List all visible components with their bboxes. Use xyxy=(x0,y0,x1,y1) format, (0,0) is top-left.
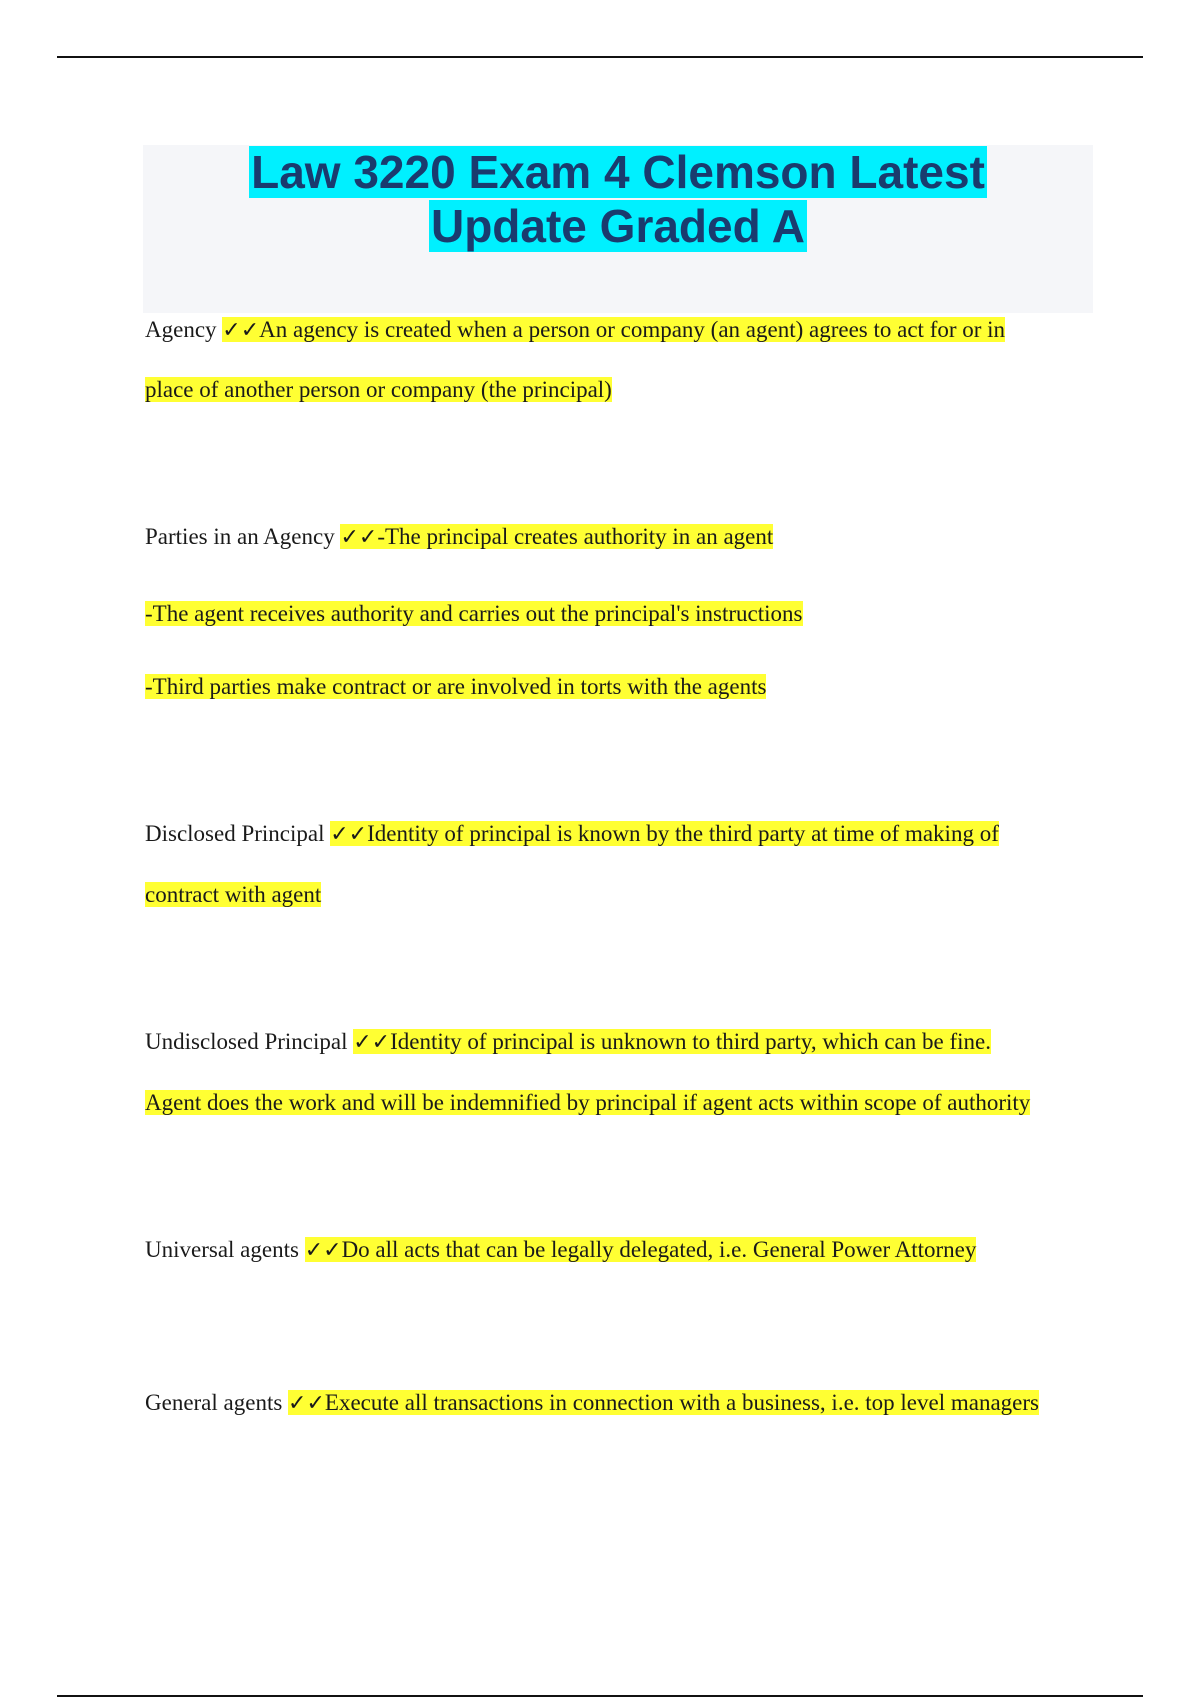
term: General agents xyxy=(145,1390,289,1415)
bottom-rule xyxy=(57,1695,1143,1697)
top-rule xyxy=(57,56,1143,58)
checkmark-icon: ✓✓ xyxy=(330,822,368,847)
definition-highlight: ✓✓Execute all transactions in connection with a business, i.e. top level managers xyxy=(288,1390,1039,1416)
checkmark-icon: ✓✓ xyxy=(304,1238,342,1263)
definition-highlight: ✓✓-The principal creates authority in an agent xyxy=(340,524,774,550)
checkmark-icon: ✓✓ xyxy=(288,1391,325,1416)
definition-highlight: ✓✓An agency is created when a person or company (an agent) agrees to act for or in xyxy=(222,317,1006,343)
entry-parties xyxy=(145,521,773,554)
term: Undisclosed Principal xyxy=(145,1029,354,1054)
entry-general-agents xyxy=(145,1387,1039,1420)
title-box xyxy=(143,145,1093,313)
definition-highlight: ✓✓Identity of principal is unknown to third party, which can be fine. xyxy=(353,1029,991,1055)
checkmark-icon: ✓✓ xyxy=(340,525,378,550)
definition-line: -The agent receives authority and carries out the principal's instructions xyxy=(145,601,803,626)
checkmark-icon: ✓✓ xyxy=(353,1030,391,1055)
page-title-line-1: Law 3220 Exam 4 Clemson Latest xyxy=(251,146,985,198)
definition-line: contract with agent xyxy=(145,882,322,907)
entry-agency xyxy=(145,314,1005,347)
term: Universal agents xyxy=(145,1237,305,1262)
definition-highlight: ✓✓Identity of principal is known by the third party at time of making of xyxy=(330,821,999,847)
entry-parties-line2 xyxy=(145,598,803,630)
entry-disclosed-principal-cont xyxy=(145,879,321,911)
entry-universal-agents xyxy=(145,1234,976,1267)
definition-line: place of another person or company (the principal) xyxy=(145,377,612,402)
page-title-line-2: Update Graded A xyxy=(430,200,806,252)
term: Parties in an Agency xyxy=(145,524,341,549)
term: Agency xyxy=(145,317,223,342)
definition-line: Agent does the work and will be indemnified by principal if agent acts within scope of authority xyxy=(145,1090,1031,1115)
term: Disclosed Principal xyxy=(145,821,331,846)
entry-agency-cont xyxy=(145,374,612,406)
definition-line: -Third parties make contract or are involved in torts with the agents xyxy=(145,674,767,699)
entry-disclosed-principal xyxy=(145,818,999,851)
checkmark-icon: ✓✓ xyxy=(222,318,260,343)
entry-undisclosed-principal xyxy=(145,1026,991,1059)
definition-highlight: ✓✓Do all acts that can be legally delegated, i.e. General Power Attorney xyxy=(304,1237,977,1263)
entry-parties-line3 xyxy=(145,671,766,703)
entry-undisclosed-principal-cont xyxy=(145,1087,1030,1119)
